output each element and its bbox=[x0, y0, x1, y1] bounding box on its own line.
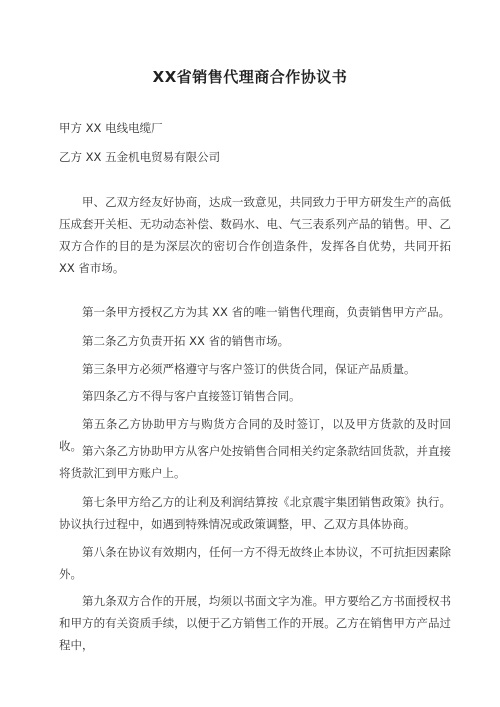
party-a: 甲方 XX 电线电缆厂 bbox=[59, 121, 163, 135]
clause-5: 第五条乙方协助甲方与购货方合同的及时签订，以及甲方货款的及时回收。 bbox=[59, 417, 451, 453]
clause-2: 第二条乙方负责开拓 XX 省的销售市场。 bbox=[82, 334, 290, 348]
clause-3: 第三条甲方必须严格遵守与客户签订的供货合同，保证产品质量。 bbox=[82, 362, 416, 376]
clause-1: 第一条甲方授权乙方为其 XX 省的唯一销售代理商，负责销售甲方产品。 bbox=[82, 305, 451, 319]
document-title: XX省销售代理商合作协议书 bbox=[152, 68, 348, 86]
party-b: 乙方 XX 五金机电贸易有限公司 bbox=[59, 150, 221, 164]
intro-paragraph: 甲、乙双方经友好协商，达成一致意见，共同致力于甲方研发生产的高低压成套开关柜、无功动态补偿、数码水、电、气三表系列产品的销售。甲、乙双方合作的目的是为深层次的密切合作创造条件，发挥各自优势，共同开拓 XX 省市场。 bbox=[59, 195, 451, 275]
clause-8: 第八条在协议有效期内，任何一方不得无故终止本协议，不可抗拒因素除外。 bbox=[59, 545, 451, 581]
clause-9: 第九条双方合作的开展，均须以书面文字为准。甲方要给乙方书面授权书和甲方的有关资质手续，以便于乙方销售工作的开展。乙方在销售甲方产品过程中， bbox=[59, 594, 451, 652]
clause-7: 第七条甲方给乙方的让利及利润结算按《北京震宇集团销售政策》执行。协议执行过程中，如遇到特殊情况或政策调整，甲、乙双方具体协商。 bbox=[59, 495, 451, 531]
clause-4: 第四条乙方不得与客户直接签订销售合同。 bbox=[82, 389, 301, 403]
clause-6: 第六条乙方协助甲方从客户处按销售合同相关约定条款结回货款，并直接将货款汇到甲方账户上。 bbox=[59, 444, 451, 480]
